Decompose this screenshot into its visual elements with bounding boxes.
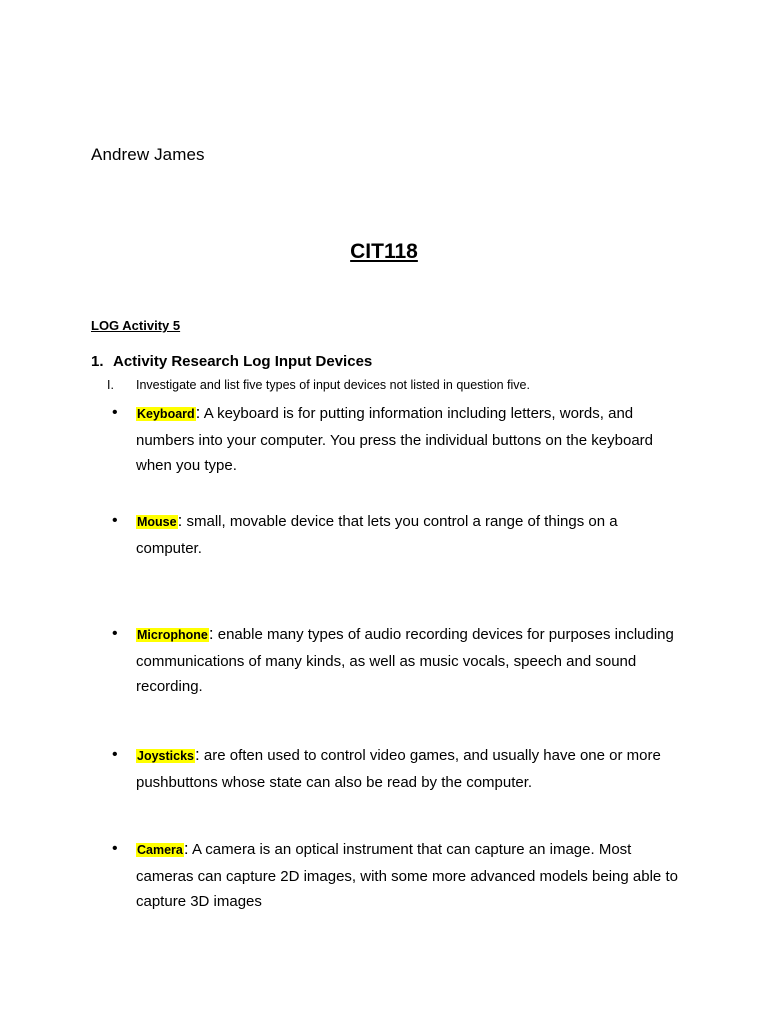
bullet-icon: • — [112, 746, 118, 763]
list-item-text — [136, 508, 682, 561]
list-item-keyboard — [112, 400, 682, 479]
bullet-icon: • — [112, 625, 118, 642]
bullet-icon: • — [112, 840, 118, 857]
list-item-camera — [112, 836, 682, 915]
term-description: A keyboard is for putting information including letters, words, and numbers into your computer. You press the individual buttons on the keyboard when you type. — [136, 405, 653, 474]
author-name: Andrew James — [91, 145, 205, 164]
sub-point — [107, 378, 530, 392]
section-heading — [91, 353, 372, 370]
term-description: enable many types of audio recording devices for purposes including communications of many kinds, as well as music vocals, speech and sound recording. — [136, 626, 674, 695]
list-item-text — [136, 400, 682, 479]
term-colon: : — [177, 511, 183, 530]
list-item-microphone — [112, 621, 682, 700]
term-description: A camera is an optical instrument that can capture an image. Most cameras can capture 2D images, with some more advanced models being able to capture 3D images — [136, 841, 678, 910]
term-colon: : — [183, 839, 189, 858]
list-item-text — [136, 621, 682, 700]
heading-text: Activity Research Log Input Devices — [113, 353, 373, 370]
list-item-mouse — [112, 508, 682, 561]
course-title: CIT118 — [350, 240, 418, 263]
term-description: small, movable device that lets you control a range of things on a computer. — [136, 513, 618, 557]
list-item-text — [136, 836, 682, 915]
term-label: Microphone — [137, 628, 208, 642]
term-colon: : — [194, 745, 200, 764]
term-description: are often used to control video games, and usually have one or more pushbuttons whose state can also be read by the computer. — [136, 747, 661, 791]
list-item-text — [136, 742, 682, 795]
term-label: Mouse — [137, 515, 177, 529]
sub-point-text: Investigate and list five types of input devices not listed in question five. — [136, 378, 530, 392]
term-label: Keyboard — [137, 407, 195, 421]
term-label: Joysticks — [137, 749, 194, 763]
term-label: Camera — [137, 843, 183, 857]
list-item-joysticks — [112, 742, 682, 795]
term-colon: : — [195, 403, 201, 422]
roman-numeral: I. — [107, 378, 114, 392]
log-activity-title: LOG Activity 5 — [91, 318, 181, 333]
term-colon: : — [208, 624, 214, 643]
bullet-icon: • — [112, 404, 118, 421]
heading-number: 1. — [91, 353, 104, 370]
bullet-icon: • — [112, 512, 118, 529]
